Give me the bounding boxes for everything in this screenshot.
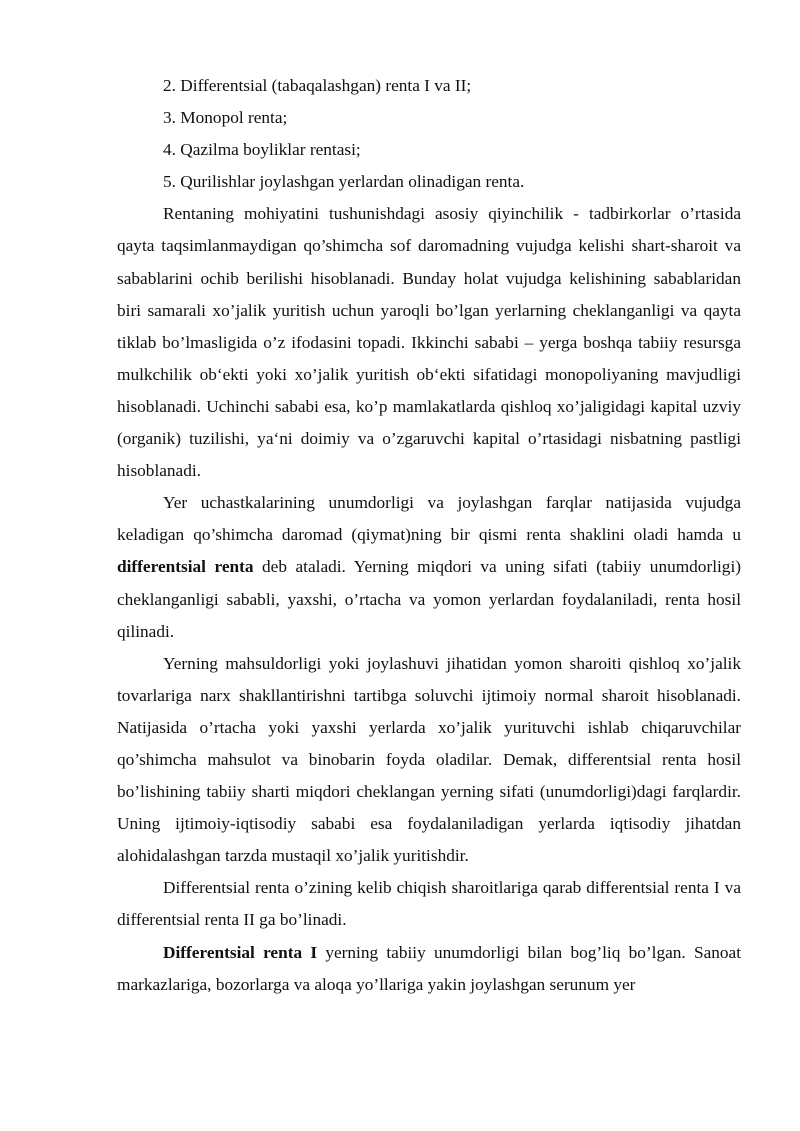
paragraph-rent-essence: Rentaning mohiyatini tushunishdagi asosiy qiyinchilik - tadbirkorlar o’rtasida qayta taqsimlanmaydigan qo’shimcha sof daromadning vujudga kelishi shart-sharoit va sabablarini ochib berilishi hisoblanadi. Bunday holat vujudga kelishining sabablaridan biri samarali xo’jalik yuritish uchun yaroqli bo’lgan yerlarning cheklanganligi va qayta tiklab bo’lmasligida o’z ifodasini topadi. Ikkinchi sababi – yerga boshqa tabiiy resursga mulkchilik ob‘ekti yoki xo’jalik yuritish ob‘ekti sifatidagi monopoliyaning mavjudligi hisoblanadi. Uchinchi sababi esa, ko’p mamlakatlarda qishloq xo’jaligidagi kapital uzviy (organik) tuzilishi, ya‘ni doimiy va o’zgaruvchi kapital o’rtasidagi nisbatning pastligi hisoblanadi. [117, 204, 741, 481]
paragraph-differential-rent-1 [117, 937, 741, 1001]
bold-term-differentsial-renta: differentsial renta [117, 557, 254, 577]
paragraph-text: Yer uchastkalarining unumdorligi va joylashgan farqlar natijasida vujudga keladigan qo’shimcha daromad (qiymat)ning bir qismi renta shaklini oladi hamda u [117, 493, 741, 545]
paragraph-text: yerning tabiiy unumdorligi bilan bog’liq bo’lgan. Sanoat markazlariga, bozorlarga va aloqa yo’llariga yakin joylashgan serunum yer [117, 942, 741, 994]
paragraph-differential-rent-definition [117, 487, 741, 647]
list-item-renta-3: 3. Monopol renta; [163, 108, 288, 128]
page-content [117, 70, 741, 1001]
list-item-renta-2: 2. Differentsial (tabaqalashgan) renta I va II; [163, 76, 472, 95]
list-item-renta-4: 4. Qazilma boyliklar rentasi; [163, 140, 361, 160]
paragraph-conditions: Yerning mahsuldorligi yoki joylashuvi jihatidan yomon sharoiti qishloq xo’jalik tovarlariga narx shakllantirishni tartibga soluvchi ijtimoiy normal sharoit hisoblanadi. Natijasida o’rtacha yoki yaxshi yerlarda xo’jalik yurituvchi ishlab chiqaruvchilar qo’shimcha mahsulot va binobarin foyda oladilar. Demak, differentsial renta hosil bo’lishining tabiiy sharti miqdori cheklangan yerning sifati (unumdorligi)dagi farqlardir. Uning ijtimoiy-iqtisodiy sababi esa foydalaniladigan yerlarda iqtisodiy jihatdan alohidalashgan tarzda mustaqil xo’jalik yuritishdir. [117, 653, 741, 866]
paragraph-text: deb ataladi. Yerning miqdori va uning sifati (tabiiy unumdorligi) cheklanganligi sababli, yaxshi, o’rtacha va yomon yerlardan foydalaniladi, renta hosil qilinadi. [117, 557, 741, 641]
bold-term-differentsial-renta-1: Differentsial renta I [163, 942, 318, 962]
paragraph-division: Differentsial renta o’zining kelib chiqish sharoitlariga qarab differentsial renta I va differentsial renta II ga bo’linadi. [117, 878, 741, 930]
list-item-renta-5: 5. Qurilishlar joylashgan yerlardan olinadigan renta. [163, 172, 525, 192]
